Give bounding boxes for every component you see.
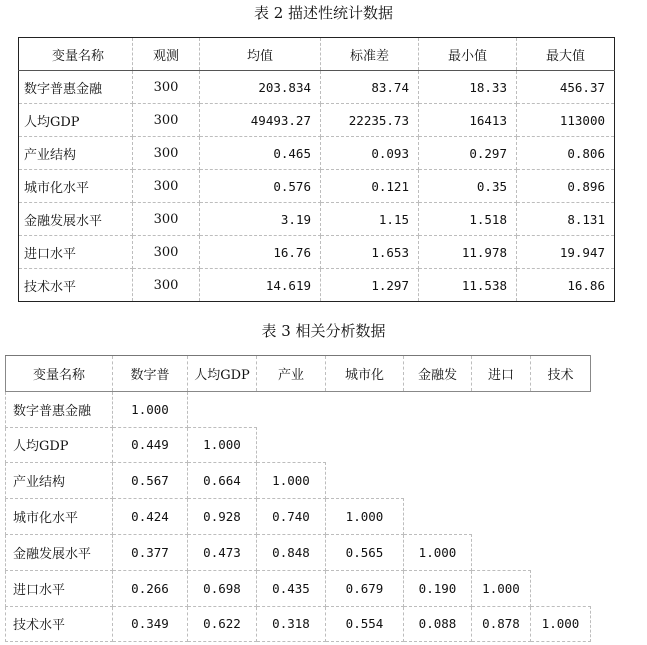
row-label: 城市化水平 <box>19 170 133 203</box>
cell: 300 <box>133 71 200 104</box>
cell: 0.848 <box>257 534 326 570</box>
cell: 0.896 <box>517 170 615 203</box>
header-cell: 进口 <box>472 356 531 392</box>
cell: 0.664 <box>188 463 257 499</box>
cell: 300 <box>133 104 200 137</box>
cell: 1.000 <box>257 463 326 499</box>
cell: 113000 <box>517 104 615 137</box>
header-cell: 城市化 <box>326 356 404 392</box>
table-row <box>6 570 591 606</box>
table-row <box>6 606 591 642</box>
header-cell: 人均GDP <box>188 356 257 392</box>
cell: 203.834 <box>200 71 321 104</box>
header-cell: 产业 <box>257 356 326 392</box>
cell: 0.190 <box>404 570 472 606</box>
cell: 16413 <box>419 104 517 137</box>
cell: 1.000 <box>472 570 531 606</box>
row-label: 人均GDP <box>19 104 133 137</box>
table-row <box>19 236 615 269</box>
header-cell: 技术 <box>531 356 591 392</box>
table-row <box>19 137 615 170</box>
cell: 16.76 <box>200 236 321 269</box>
cell: 83.74 <box>321 71 419 104</box>
row-label: 金融发展水平 <box>19 203 133 236</box>
cell: 300 <box>133 137 200 170</box>
descriptive-stats-table <box>18 37 615 302</box>
cell: 0.554 <box>326 606 404 642</box>
cell: 0.806 <box>517 137 615 170</box>
cell: 0.424 <box>113 499 188 535</box>
cell: 0.928 <box>188 499 257 535</box>
table-header-row <box>6 356 591 392</box>
row-label: 进口水平 <box>6 570 113 606</box>
row-label: 产业结构 <box>6 463 113 499</box>
cell: 0.473 <box>188 534 257 570</box>
cell: 0.297 <box>419 137 517 170</box>
table-header-row <box>19 38 615 71</box>
cell: 300 <box>133 236 200 269</box>
cell: 16.86 <box>517 269 615 302</box>
header-cell: 变量名称 <box>6 356 113 392</box>
row-label: 金融发展水平 <box>6 534 113 570</box>
header-cell: 最大值 <box>517 38 615 71</box>
cell: 0.622 <box>188 606 257 642</box>
cell: 0.088 <box>404 606 472 642</box>
header-cell: 最小值 <box>419 38 517 71</box>
cell: 300 <box>133 269 200 302</box>
correlation-table <box>5 355 591 642</box>
cell: 0.449 <box>113 427 188 463</box>
cell: 0.679 <box>326 570 404 606</box>
cell: 0.093 <box>321 137 419 170</box>
table-row <box>6 427 591 463</box>
cell: 0.698 <box>188 570 257 606</box>
table2-caption: 表 3 相关分析数据 <box>261 322 386 340</box>
cell: 1.653 <box>321 236 419 269</box>
cell: 0.740 <box>257 499 326 535</box>
cell: 0.465 <box>200 137 321 170</box>
cell: 8.131 <box>517 203 615 236</box>
table-row <box>19 170 615 203</box>
cell: 19.947 <box>517 236 615 269</box>
row-label: 数字普惠金融 <box>6 391 113 427</box>
cell: 0.318 <box>257 606 326 642</box>
header-cell: 均值 <box>200 38 321 71</box>
cell: 1.000 <box>404 534 472 570</box>
cell: 1.518 <box>419 203 517 236</box>
cell: 18.33 <box>419 71 517 104</box>
cell: 0.266 <box>113 570 188 606</box>
cell: 1.297 <box>321 269 419 302</box>
cell: 300 <box>133 170 200 203</box>
table-row <box>19 269 615 302</box>
row-label: 技术水平 <box>19 269 133 302</box>
header-cell: 观测 <box>133 38 200 71</box>
cell: 0.121 <box>321 170 419 203</box>
table1-caption: 表 2 描述性统计数据 <box>253 4 394 22</box>
cell: 1.000 <box>326 499 404 535</box>
cell: 49493.27 <box>200 104 321 137</box>
cell: 11.538 <box>419 269 517 302</box>
header-cell: 金融发 <box>404 356 472 392</box>
cell: 1.15 <box>321 203 419 236</box>
table-row <box>6 463 591 499</box>
table-row <box>19 104 615 137</box>
row-label: 产业结构 <box>19 137 133 170</box>
row-label: 技术水平 <box>6 606 113 642</box>
cell: 0.567 <box>113 463 188 499</box>
row-label: 数字普惠金融 <box>19 71 133 104</box>
table-row <box>6 499 591 535</box>
cell: 3.19 <box>200 203 321 236</box>
table-row <box>6 534 591 570</box>
cell: 456.37 <box>517 71 615 104</box>
cell: 300 <box>133 203 200 236</box>
table-row <box>19 203 615 236</box>
table-row <box>6 391 591 427</box>
cell: 0.435 <box>257 570 326 606</box>
cell: 0.565 <box>326 534 404 570</box>
header-cell: 变量名称 <box>19 38 133 71</box>
cell: 1.000 <box>188 427 257 463</box>
cell: 0.377 <box>113 534 188 570</box>
cell: 14.619 <box>200 269 321 302</box>
cell: 0.878 <box>472 606 531 642</box>
header-cell: 标准差 <box>321 38 419 71</box>
cell: 0.35 <box>419 170 517 203</box>
row-label: 城市化水平 <box>6 499 113 535</box>
row-label: 进口水平 <box>19 236 133 269</box>
row-label: 人均GDP <box>6 427 113 463</box>
table-row <box>19 71 615 104</box>
cell: 0.349 <box>113 606 188 642</box>
cell: 0.576 <box>200 170 321 203</box>
cell: 11.978 <box>419 236 517 269</box>
cell: 1.000 <box>531 606 591 642</box>
cell: 1.000 <box>113 391 188 427</box>
cell: 22235.73 <box>321 104 419 137</box>
header-cell: 数字普 <box>113 356 188 392</box>
